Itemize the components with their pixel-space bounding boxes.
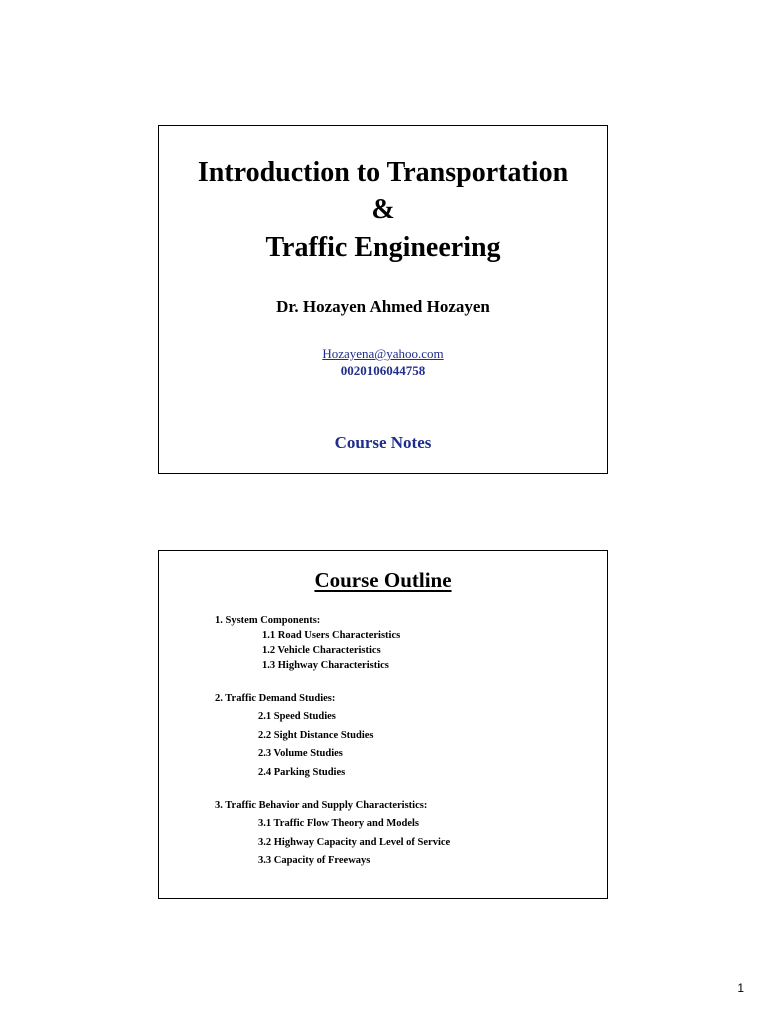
outline-item: 1.2 Vehicle Characteristics [262,645,381,656]
outline-item: 2.1 Speed Studies [258,711,336,722]
outline-section-1: 1. System Components: [215,615,321,626]
author-name: Dr. Hozayen Ahmed Hozayen [276,297,490,316]
title-slide [158,125,608,474]
outline-item: 3.3 Capacity of Freeways [258,855,371,866]
outline-item: 3.2 Highway Capacity and Level of Service [258,837,451,848]
slide-title-line-1: Introduction to Transportation [197,157,569,188]
outline-section-2: 2. Traffic Demand Studies: [215,693,336,704]
outline-slide [158,550,608,899]
outline-item: 1.1 Road Users Characteristics [262,630,401,641]
outline-title: Course Outline [314,568,452,592]
outline-item: 2.4 Parking Studies [258,767,346,778]
outline-item: 2.3 Volume Studies [258,748,343,759]
outline-section-3: 3. Traffic Behavior and Supply Characteristics: [215,800,428,811]
slide-title-line-2: Traffic Engineering [265,232,501,263]
page-number: 1 [737,981,744,995]
outline-item: 2.2 Sight Distance Studies [258,730,374,741]
outline-list [159,551,607,898]
outline-item: 1.3 Highway Characteristics [262,660,389,671]
slide-title-ampersand: & [371,194,395,225]
outline-item: 3.1 Traffic Flow Theory and Models [258,818,419,829]
course-notes-label: Course Notes [334,433,432,452]
email-link[interactable]: Hozayena@yahoo.com [322,346,444,361]
phone-number: 0020106044758 [340,363,426,378]
